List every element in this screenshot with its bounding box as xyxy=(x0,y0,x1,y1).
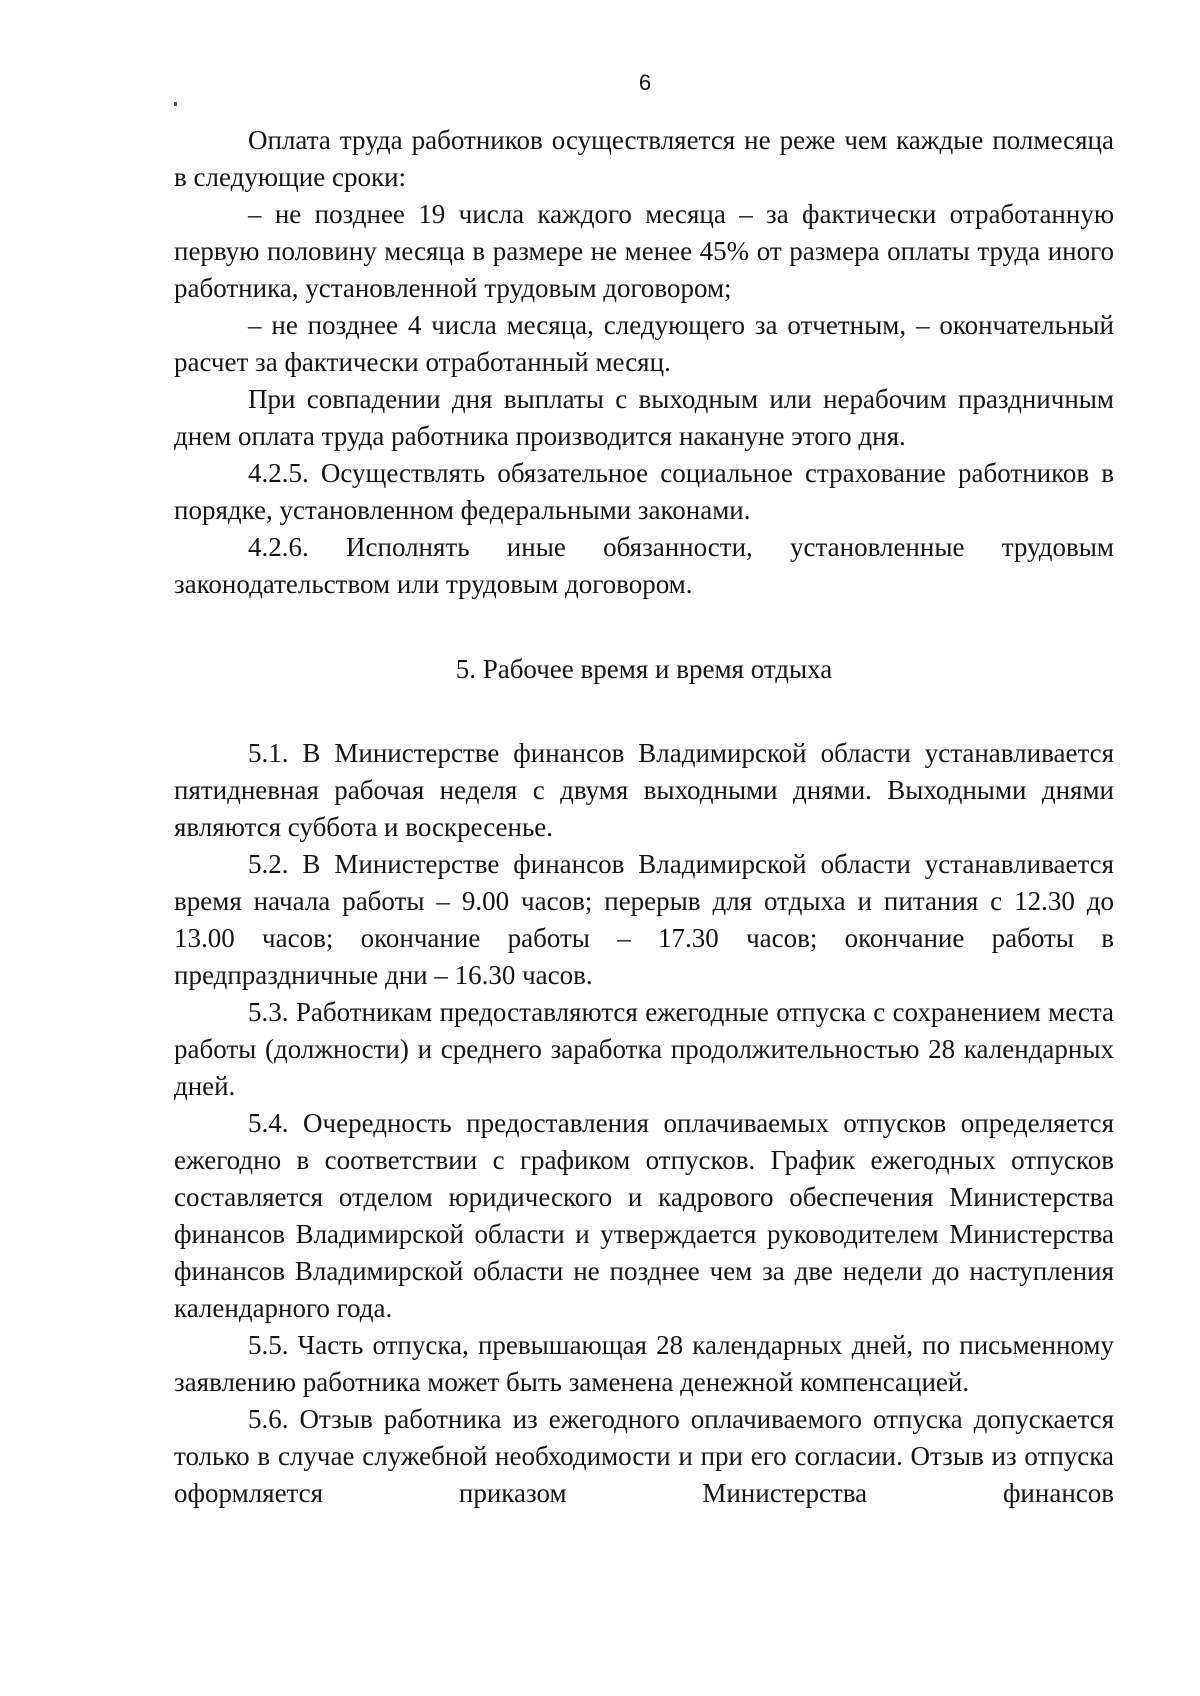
page-number: 6 xyxy=(638,70,652,95)
paragraph-5-6: 5.6. Отзыв работника из ежегодного оплачиваемого отпуска допускается только в случае служебной необходимости и при его согласии. Отзыв из отпуска оформляется приказом Министерства финансов xyxy=(174,1404,1114,1508)
paragraph-4-2-6: 4.2.6. Исполнять иные обязанности, установленные трудовым законодательством или трудовым договором. xyxy=(174,532,1114,599)
paragraph-5-3: 5.3. Работникам предоставляются ежегодные отпуска с сохранением места работы (должности) и среднего заработка продолжительностью 28 календарных дней. xyxy=(174,997,1114,1101)
paragraph-5-4: 5.4. Очередность предоставления оплачиваемых отпусков определяется ежегодно в соответствии с графиком отпусков. График ежегодных отпусков составляется отделом юридического и кадрового обеспечения Министерства финансов Владимирской области и утверждается руководителем Министерства финансов Владимирской области не позднее чем за две недели до наступления календарного года. xyxy=(174,1108,1114,1323)
section-heading: 5. Рабочее время и время отдыха xyxy=(455,654,833,684)
paragraph-holiday-payment: При совпадении дня выплаты с выходным или нерабочим праздничным днем оплата труда работника производится накануне этого дня. xyxy=(174,384,1114,451)
paragraph-payment-frequency: Оплата труда работников осуществляется не реже чем каждые полмесяца в следующие сроки: xyxy=(174,125,1114,192)
paragraph-payment-final: – не позднее 4 числа месяца, следующего за отчетным, – окончательный расчет за фактически отработанный месяц. xyxy=(174,310,1114,377)
paragraph-4-2-5: 4.2.5. Осуществлять обязательное социальное страхование работников в порядке, установленном федеральными законами. xyxy=(174,458,1114,525)
paragraph-5-5: 5.5. Часть отпуска, превышающая 28 календарных дней, по письменному заявлению работника может быть заменена денежной компенсацией. xyxy=(174,1330,1114,1397)
paragraph-5-2: 5.2. В Министерстве финансов Владимирской области устанавливается время начала работы – 9.00 часов; перерыв для отдыха и питания с 12.30 до 13.00 часов; окончание работы – 17.30 часов; окончание работы в предпраздничные дни – 16.30 часов. xyxy=(174,849,1114,990)
paragraph-payment-first-half: – не позднее 19 числа каждого месяца – за фактически отработанную первую половину месяца в размере не менее 45% от размера оплаты труда иного работника, установленной трудовым договором; xyxy=(174,199,1114,303)
paragraph-5-1: 5.1. В Министерстве финансов Владимирской области устанавливается пятидневная рабочая неделя с двумя выходными днями. Выходными днями являются суббота и воскресенье. xyxy=(174,738,1114,842)
scan-speck xyxy=(174,102,177,106)
document-body xyxy=(174,122,1114,1512)
